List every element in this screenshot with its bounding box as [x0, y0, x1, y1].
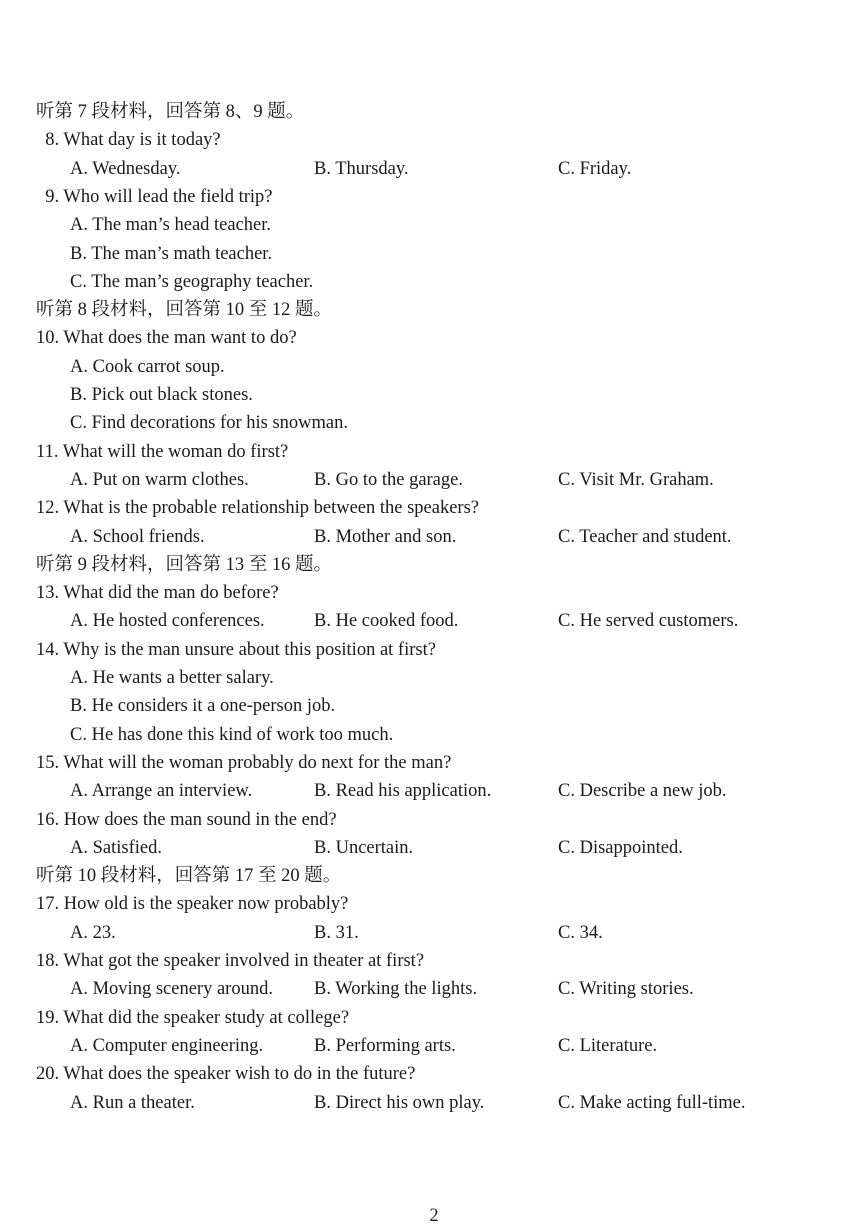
- question-text: 11. What will the woman do first?: [36, 441, 289, 462]
- section-heading-text: 听第 10 段材料，回答第 17 至 20 题。: [36, 866, 342, 887]
- question: [0, 324, 868, 352]
- option-c: C. Disappointed.: [558, 837, 683, 858]
- option-text: C. Find decorations for his snowman.: [70, 413, 348, 434]
- option-c: C. Writing stories.: [558, 979, 694, 1000]
- option-b: B. Thursday.: [314, 158, 409, 179]
- option-b: B. Go to the garage.: [314, 469, 463, 490]
- option-a: A. Moving scenery around.: [70, 979, 273, 1000]
- option-a: A. Put on warm clothes.: [70, 469, 249, 490]
- question: [0, 1004, 868, 1032]
- question-text: 8. What day is it today?: [36, 130, 221, 151]
- option-b: B. Mother and son.: [314, 526, 457, 547]
- question: [0, 126, 868, 154]
- option-b: B. Direct his own play.: [314, 1092, 485, 1113]
- question-text: 20. What does the speaker wish to do in the future?: [36, 1064, 416, 1085]
- question: [0, 947, 868, 975]
- answer-options-row: [0, 777, 868, 805]
- question: [0, 1060, 868, 1088]
- option-b: B. Read his application.: [314, 781, 492, 802]
- answer-options-row: [0, 607, 868, 635]
- section-heading: [0, 862, 868, 890]
- answer-options-row: [0, 466, 868, 494]
- option-b: B. He cooked food.: [314, 611, 459, 632]
- option-c: C. Friday.: [558, 158, 632, 179]
- option-a: A. 23.: [70, 922, 116, 943]
- option-a: A. Wednesday.: [70, 158, 181, 179]
- answer-option: [0, 240, 868, 268]
- option-text: B. He considers it a one-person job.: [70, 696, 336, 717]
- option-c: C. Literature.: [558, 1035, 658, 1056]
- option-a: A. Satisfied.: [70, 837, 162, 858]
- answer-option: [0, 211, 868, 239]
- question-text: 14. Why is the man unsure about this position at first?: [36, 639, 436, 660]
- option-b: B. Working the lights.: [314, 979, 478, 1000]
- question: [0, 636, 868, 664]
- option-b: B. Performing arts.: [314, 1035, 456, 1056]
- option-b: B. Uncertain.: [314, 837, 414, 858]
- question-text: 17. How old is the speaker now probably?: [36, 894, 349, 915]
- option-c: C. 34.: [558, 922, 603, 943]
- question-text: 9. Who will lead the field trip?: [36, 186, 273, 207]
- option-text: B. The man’s math teacher.: [70, 243, 273, 264]
- option-c: C. Visit Mr. Graham.: [558, 469, 714, 490]
- answer-option: [0, 409, 868, 437]
- question-text: 18. What got the speaker involved in theater at first?: [36, 951, 425, 971]
- section-heading: [0, 296, 868, 324]
- option-a: A. Arrange an interview.: [70, 781, 253, 802]
- question-text: 15. What will the woman probably do next for the man?: [36, 752, 452, 773]
- section-heading-text: 听第 9 段材料，回答第 13 至 16 题。: [36, 554, 333, 575]
- page-number: 2: [429, 1206, 439, 1226]
- section-heading-text: 听第 8 段材料，回答第 10 至 12 题。: [36, 300, 333, 321]
- option-a: A. School friends.: [70, 526, 205, 547]
- option-c: C. Teacher and student.: [558, 526, 732, 547]
- question: [0, 749, 868, 777]
- answer-option: [0, 721, 868, 749]
- answer-option: [0, 268, 868, 296]
- answer-options-row: [0, 1089, 868, 1117]
- question: [0, 183, 868, 211]
- question-text: 19. What did the speaker study at college?: [36, 1007, 350, 1028]
- option-text: A. Cook carrot soup.: [70, 356, 225, 377]
- answer-options-row: [0, 975, 868, 1003]
- answer-options-row: [0, 523, 868, 551]
- question-text: 16. How does the man sound in the end?: [36, 809, 337, 830]
- question-text: 12. What is the probable relationship between the speakers?: [36, 498, 479, 519]
- question-text: 10. What does the man want to do?: [36, 328, 297, 349]
- option-c: C. Describe a new job.: [558, 781, 727, 802]
- question-text: 13. What did the man do before?: [36, 583, 279, 604]
- option-text: A. He wants a better salary.: [70, 668, 274, 688]
- question: [0, 890, 868, 918]
- answer-option: [0, 381, 868, 409]
- section-heading: [0, 98, 868, 126]
- option-text: B. Pick out black stones.: [70, 385, 253, 405]
- option-a: A. Run a theater.: [70, 1092, 195, 1113]
- option-a: A. He hosted conferences.: [70, 611, 265, 632]
- option-text: C. The man’s geography teacher.: [70, 271, 314, 292]
- option-b: B. 31.: [314, 922, 359, 943]
- option-c: C. He served customers.: [558, 611, 739, 632]
- option-text: A. The man’s head teacher.: [70, 215, 272, 236]
- answer-options-row: [0, 155, 868, 183]
- option-text: C. He has done this kind of work too much.: [70, 724, 394, 745]
- answer-options-row: [0, 1032, 868, 1060]
- question: [0, 579, 868, 607]
- answer-options-row: [0, 919, 868, 947]
- option-c: C. Make acting full-time.: [558, 1092, 746, 1113]
- option-a: A. Computer engineering.: [70, 1035, 264, 1056]
- question: [0, 806, 868, 834]
- question: [0, 438, 868, 466]
- answer-option: [0, 664, 868, 692]
- question: [0, 494, 868, 522]
- section-heading-text: 听第 7 段材料，回答第 8、9 题。: [36, 102, 305, 122]
- answer-option: [0, 692, 868, 720]
- answer-options-row: [0, 834, 868, 862]
- answer-option: [0, 353, 868, 381]
- section-heading: [0, 551, 868, 579]
